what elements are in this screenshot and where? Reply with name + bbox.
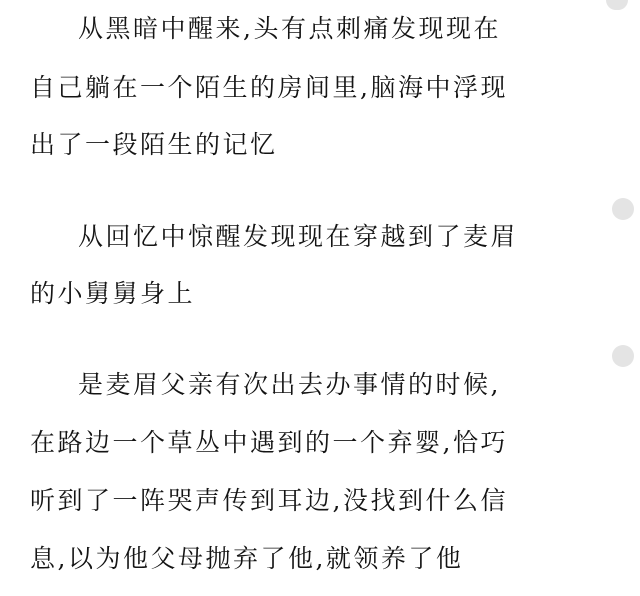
paragraph-line: 听到了一阵哭声传到耳边,没找到什么信 — [30, 486, 508, 515]
paragraph-line: 的小舅舅身上 — [30, 279, 196, 308]
scroll-marker — [606, 0, 628, 10]
paragraph-line: 出了一段陌生的记忆 — [30, 130, 278, 159]
paragraph-line: 从黑暗中醒来,头有点刺痛发现现在 — [78, 14, 501, 43]
paragraph-marker-dot[interactable] — [612, 345, 634, 367]
paragraph-line: 是麦眉父亲有次出去办事情的时候, — [78, 370, 501, 399]
paragraph-line: 息,以为他父母抛弃了他,就领养了他 — [30, 544, 464, 573]
paragraph-line: 从回忆中惊醒发现现在穿越到了麦眉 — [78, 222, 519, 251]
paragraph-line: 自己躺在一个陌生的房间里,脑海中浮现 — [30, 73, 508, 102]
paragraph-marker-dot[interactable] — [612, 198, 634, 220]
paragraph-line: 在路边一个草丛中遇到的一个弃婴,恰巧 — [30, 428, 508, 457]
